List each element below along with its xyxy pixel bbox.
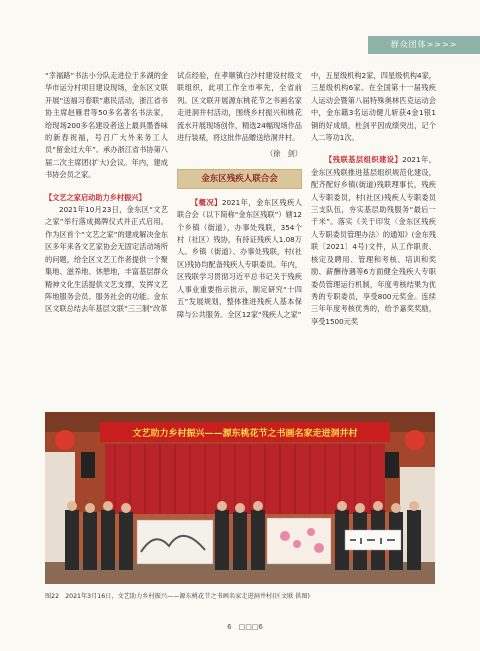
column1-para1: “幸福路”书法小分队走进位于多湖的金华市运分村项目建设现场，金东区文联开展“送福习春联”惠民活动，浙江省书协主席赵雁君等50多名著名书法家，给现场200多名建设者送上最具墨香味的新春祝福，号召广大外来务工人员“留金过大年”。承办浙江省书协第八届二次主席团(扩大)会议。年内，建成书协会员之家。 (45, 71, 168, 180)
column2-para1: 试点经验，在孝顺镇白沙村建设村级文联组织，此项工作全市率先，全省前列。区文联开展源东桃花节之书画名家走进洞井村活动，围绕乡村振兴和桃花流水开展现场创作，精选24幅现场作品进行装裱，将这批作品赠送给洞井村。 (177, 71, 302, 143)
photo-caption: 图22 2021年3月16日，文艺助力乡村振兴——源东桃花节之书画名家走进洞井村(区文联 供图) (45, 593, 310, 600)
column-1 (45, 70, 168, 316)
event-photo-illustration (45, 412, 435, 584)
photo-banner-text: 文艺助力乡村振兴——源东桃花节之书画名家走进洞井村 (132, 429, 358, 439)
column2-para2: 2021年，金东区残疾人联合会（以下简称“金东区残联”）辖12个乡镇（街道），办事处残联，354个村（社区）残协，有持证残疾人1.08万人。乡镇（街道）、办事处残联，村(社区)残协均配备残疾人专职委员。年内，区残联学习贯彻习近平总书记关于残疾人事业重要指示批示，制定研究“十四五”发展规划，整体推进残疾人基本保障与公共服务。全区12家“残疾人之家” (177, 197, 302, 319)
column1-para2: 2021年10月23日，金东区“文艺之家”举行落成揭牌仪式并正式启用。作为区首个“文艺之家”的建成解决金东区多年来各文艺家协会无固定活动场所的问题，给全区文艺工作者提供一个聚集地、滋养地、休憩地，丰富基层群众精神文化生活提供文艺支撑，发挥文艺阵地服务会员、服务社会的功能。金东区文联总结去年基层文联“三三制”改革 (45, 205, 168, 314)
column2-para2-label: 【概况】 (191, 197, 222, 207)
column1-heading2: 【文艺之家启动助力乡村振兴】 (45, 192, 146, 202)
org-title: 金东区残疾人联合会 (177, 169, 302, 189)
section-tab: 群众团体>>>> (368, 36, 480, 54)
column-3 (311, 70, 436, 328)
page-footer: 6 □□□6 (227, 623, 263, 631)
column-2 (177, 70, 302, 321)
column3-heading2: 【残联基层组织建设】 (325, 155, 403, 165)
event-photo (45, 412, 435, 584)
column3-para1: 中，五星级机构2家，四星级机构4家，三星级机构6家。在全国第十一届残疾人运动会暨第八届特殊奥林匹克运动会中，金东籍3名运动健儿斩获4金1银1铜的好成绩，杜剑平因成绩突出，记个人二等功1次。 (311, 71, 436, 143)
column2-credit: （徐 剑） (266, 149, 302, 159)
column3-para2: 2021年，金东区残联推进基层组织规范化建设，配齐配好乡镇(街道)残联理事长，残疾人专职委员，村(社区)残疾人专职委员三支队伍，夯实基层助残服务“最后一千米”。落实《关于印发〈金东区残疾人专职委员管理办法〉的通知》(金东残联〔2021〕4号)文件，从工作职责、核定及聘用、管理和考核、培训和奖励、薪酬待遇等6方面健全残疾人专职委员管理运行机制，年度考核结果为优秀的专职委员，享受800元奖金。连续三年年度考核优秀的，给予嘉奖奖励，享受1500元奖 (311, 155, 436, 326)
